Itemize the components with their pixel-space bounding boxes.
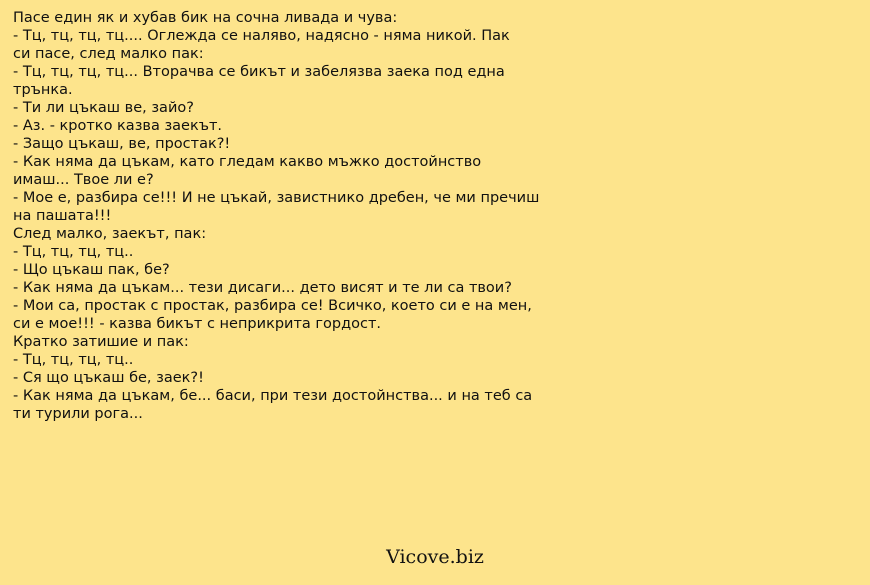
joke-line: - Как няма да цъкам, бе... баси, при тези достойнства... и на теб са	[13, 388, 533, 404]
joke-line: - Що цъкаш пак, бе?	[13, 262, 170, 278]
joke-line: - Как няма да цъкам, като гледам какво мъжко достойнство	[13, 154, 482, 170]
joke-line: - Тц, тц, тц, тц... Вторачва се бикът и забелязва заека под една	[13, 64, 505, 80]
site-watermark: Vicove.biz	[386, 546, 484, 568]
joke-line: трънка.	[13, 82, 73, 98]
joke-line: - Мои са, простак с простак, разбира се! Всичко, което си е на мен,	[13, 298, 532, 314]
joke-line: - Ся що цъкаш бе, заек?!	[13, 370, 204, 386]
joke-line: - Тц, тц, тц, тц..	[13, 244, 134, 260]
joke-line: Пасе един як и хубав бик на сочна ливада и чува:	[13, 10, 398, 26]
joke-line: ти турили рога...	[13, 406, 143, 422]
joke-line: След малко, заекът, пак:	[13, 226, 207, 242]
joke-line: - Тц, тц, тц, тц..	[13, 352, 134, 368]
joke-line: си пасе, след малко пак:	[13, 46, 204, 62]
joke-line: на пашата!!!	[13, 208, 112, 224]
joke-line: имаш... Твое ли е?	[13, 172, 154, 188]
joke-line: - Ти ли цъкаш ве, зайо?	[13, 100, 194, 116]
joke-line: - Защо цъкаш, ве, простак?!	[13, 136, 231, 152]
joke-line: Кратко затишие и пак:	[13, 334, 189, 350]
joke-line: - Как няма да цъкам... тези дисаги... дето висят и те ли са твои?	[13, 280, 512, 296]
joke-line: - Мое е, разбира се!!! И не цъкай, завистнико дребен, че ми пречиш	[13, 190, 540, 206]
joke-line: - Тц, тц, тц, тц.... Оглежда се наляво, надясно - няма никой. Пак	[13, 28, 510, 44]
joke-text	[13, 9, 603, 423]
joke-line: си е мое!!! - казва бикът с неприкрита гордост.	[13, 316, 382, 332]
joke-line: - Аз. - кротко казва заекът.	[13, 118, 223, 134]
